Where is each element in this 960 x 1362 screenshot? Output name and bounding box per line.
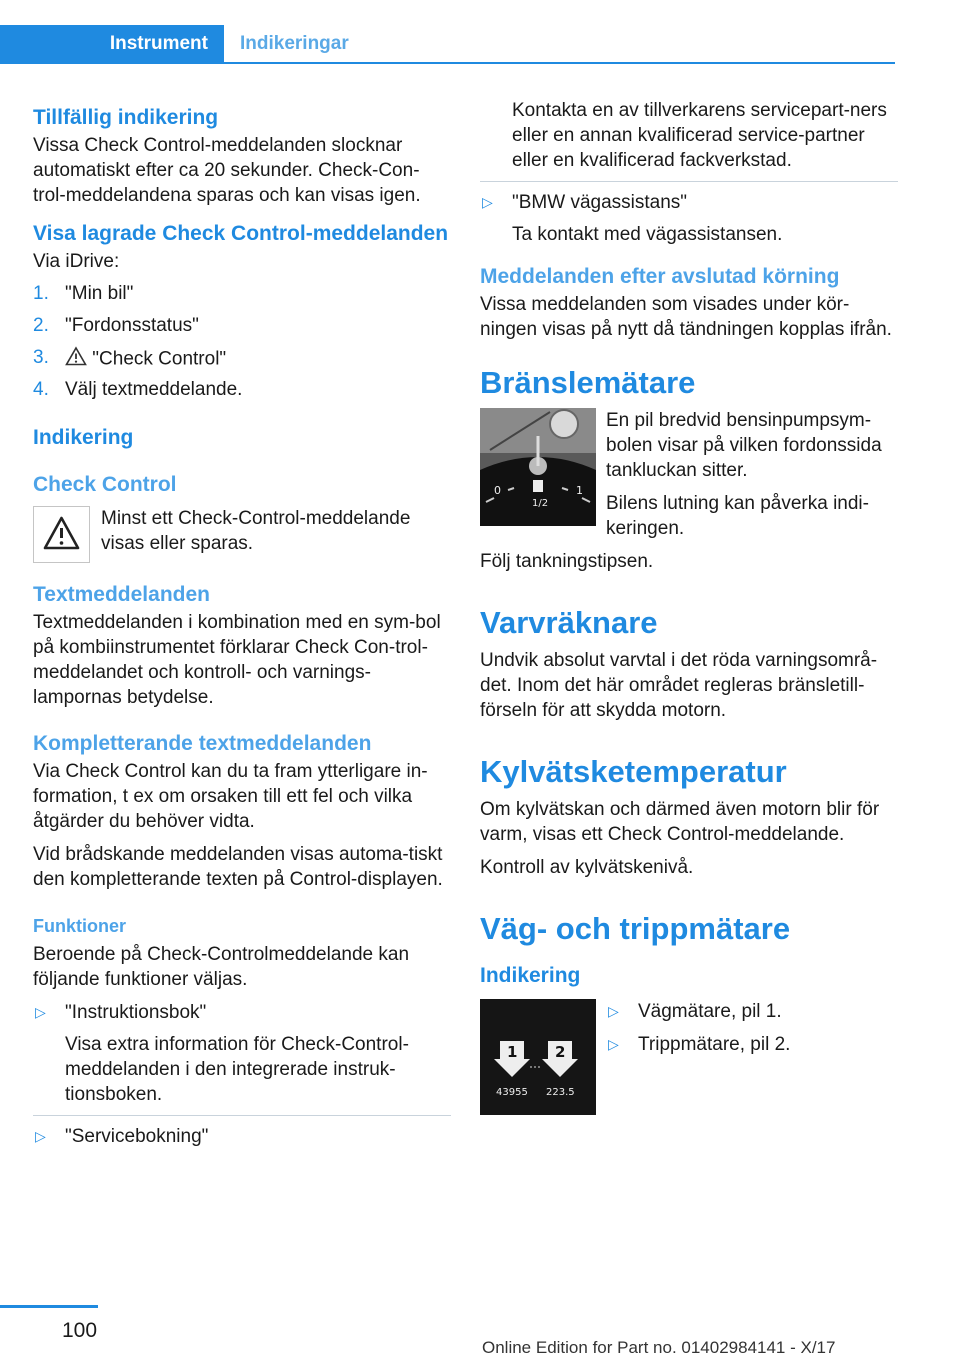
page-number: 100 — [62, 1319, 98, 1342]
step-text: "Fordonsstatus" — [65, 315, 199, 336]
odo-item-text: Vägmätare, pil 1. — [638, 1001, 782, 1022]
odo-arrow-1 — [507, 1043, 517, 1061]
tab-instrument[interactable]: Instrument — [0, 25, 224, 62]
bmw-list — [480, 190, 898, 247]
step-text: "Min bil" — [65, 283, 134, 304]
odo-list — [606, 999, 898, 1065]
gauge-label-1 — [576, 484, 583, 497]
paragraph-fuel-2: Bilens lutning kan påverka indi-keringen. — [606, 493, 869, 539]
step-text: "Check Control" — [92, 348, 227, 370]
triangle-bullet-icon: ▷ — [482, 194, 493, 210]
svg-text:2: 2 — [555, 1043, 566, 1061]
warning-triangle-icon — [65, 346, 87, 373]
bullet-sub: Visa extra information för Check-Control-meddelanden i den integrerade instruk-tionsboken. — [65, 1034, 409, 1105]
bullet-title: "Servicebokning" — [65, 1126, 209, 1147]
odo-value-1 — [496, 1087, 528, 1098]
paragraph-kompl-1: Via Check Control kan du ta fram ytterligare in-formation, t ex om orsaken till ett fel och vilka åtgärder du behöver vidta. — [33, 761, 428, 832]
heading-show-stored: Visa lagrade Check Control-meddelanden — [33, 222, 449, 245]
paragraph-kompl-2: Vid brådskande meddelanden visas automa-tiskt den kompletterande texten på Control-displayen. — [33, 844, 443, 890]
heading-temp-indication: Tillfällig indikering — [33, 106, 219, 129]
paragraph-tachometer: Undvik absolut varvtal i det röda varningsområ-det. Inom det här området regleras bränsletill-förseln för att skydda motorn. — [480, 650, 878, 721]
step-text: Välj textmeddelande. — [65, 379, 243, 400]
svg-text:1: 1 — [507, 1043, 518, 1061]
heading-coolant: Kylvätsketemperatur — [480, 754, 787, 789]
heading-textmeddelanden: Textmeddelanden — [33, 583, 210, 606]
heading-odometer: Väg- och trippmätare — [480, 911, 791, 946]
triangle-bullet-icon: ▷ — [608, 1003, 619, 1019]
bullet-title: "BMW vägassistans" — [512, 192, 688, 213]
step-number: 4. — [33, 379, 49, 400]
step-number: 2. — [33, 315, 49, 336]
list-item — [33, 282, 451, 314]
step-number: 3. — [33, 347, 49, 368]
warning-triangle-icon — [33, 506, 90, 563]
svg-text:1/2: 1/2 — [532, 498, 549, 509]
triangle-bullet-icon: ▷ — [35, 1128, 46, 1144]
tab-indikeringar[interactable]: Indikeringar — [240, 33, 349, 54]
paragraph-funktioner: Beroende på Check-Controlmeddelande kan följande funktioner väljas. — [33, 944, 410, 990]
heading-kompletterande: Kompletterande textmeddelanden — [33, 732, 372, 755]
bullet-title: "Instruktionsbok" — [65, 1002, 207, 1023]
fuel-gauge-image — [480, 408, 596, 526]
paragraph-check-control: Minst ett Check-Control-meddelande visas eller sparas. — [101, 508, 411, 554]
odo-arrow-2 — [555, 1043, 565, 1061]
triangle-bullet-icon: ▷ — [35, 1004, 46, 1020]
svg-text:223.5: 223.5 — [546, 1087, 575, 1098]
steps-list — [33, 282, 451, 410]
odo-value-2 — [546, 1087, 575, 1098]
heading-check-control: Check Control — [33, 473, 177, 496]
check-control-block — [33, 506, 451, 563]
odo-item-text: Trippmätare, pil 2. — [638, 1034, 791, 1055]
header-tabbar — [0, 25, 895, 64]
heading-odo-indikering: Indikering — [480, 964, 581, 987]
paragraph-temp: Vissa Check Control-meddelanden slocknar automatiskt efter ca 20 sekunder. Check-Con-trol-meddelandena sparas och kan visas igen. — [33, 135, 421, 206]
heading-tachometer: Varvräknare — [480, 605, 658, 640]
list-item — [33, 1124, 451, 1149]
svg-text:43955: 43955 — [496, 1087, 528, 1098]
odometer-image — [480, 999, 596, 1115]
paragraph-textmeddelanden: Textmeddelanden i kombination med en sym-bol på kombiinstrumentet förklarar Check Con-trol-meddelandet och kontroll- och varnings-lampornas betydelse. — [33, 612, 441, 708]
heading-fuel-gauge: Bränslemätare — [480, 365, 696, 400]
divider — [33, 1115, 451, 1116]
paragraph-coolant-1: Om kylvätskan och därmed även motorn blir för varm, visas ett Check Control-meddelande. — [480, 799, 880, 845]
paragraph-fuel-1: En pil bredvid bensinpumpsym-bolen visar på vilken fordonssida tankluckan sitter. — [606, 410, 882, 481]
paragraph-after-driving: Vissa meddelanden som visades under kör-ningen visas på nytt då tändningen kopplas ifrån. — [480, 294, 892, 340]
list-item — [33, 314, 451, 346]
fuel-block — [480, 408, 898, 549]
divider — [480, 181, 898, 182]
footer-accent-line — [0, 1305, 98, 1308]
odo-block — [480, 999, 898, 1115]
list-item — [33, 378, 451, 410]
footer-edition: Online Edition for Part no. 01402984141 - X/17 — [482, 1338, 836, 1357]
right-column — [480, 98, 898, 1115]
heading-funktioner: Funktioner — [33, 916, 126, 936]
triangle-bullet-icon: ▷ — [608, 1036, 619, 1052]
list-item — [480, 190, 898, 247]
svg-text:0: 0 — [494, 484, 501, 497]
functions-list — [33, 1000, 451, 1149]
heading-after-driving: Meddelanden efter avslutad körning — [480, 265, 840, 288]
svg-text:1: 1 — [576, 484, 583, 497]
paragraph-fuel-3: Följ tankningstipsen. — [480, 551, 654, 572]
list-item — [33, 1000, 451, 1107]
gauge-label-0 — [494, 484, 501, 497]
list-item — [606, 1032, 898, 1057]
bullet-sub: Ta kontakt med vägassistansen. — [512, 224, 783, 245]
paragraph-via-idrive: Via iDrive: — [33, 251, 120, 272]
list-item — [606, 999, 898, 1024]
paragraph-coolant-2: Kontroll av kylvätskenivå. — [480, 857, 694, 878]
heading-indikering: Indikering — [33, 426, 134, 449]
paragraph-contact: Kontakta en av tillverkarens servicepart-ners eller en annan kvalificerad service-partner eller en kvalificerad fackverkstad. — [512, 100, 887, 171]
gauge-label-half — [532, 498, 548, 509]
left-column — [33, 104, 451, 1157]
list-item — [33, 346, 451, 378]
step-number: 1. — [33, 283, 49, 304]
